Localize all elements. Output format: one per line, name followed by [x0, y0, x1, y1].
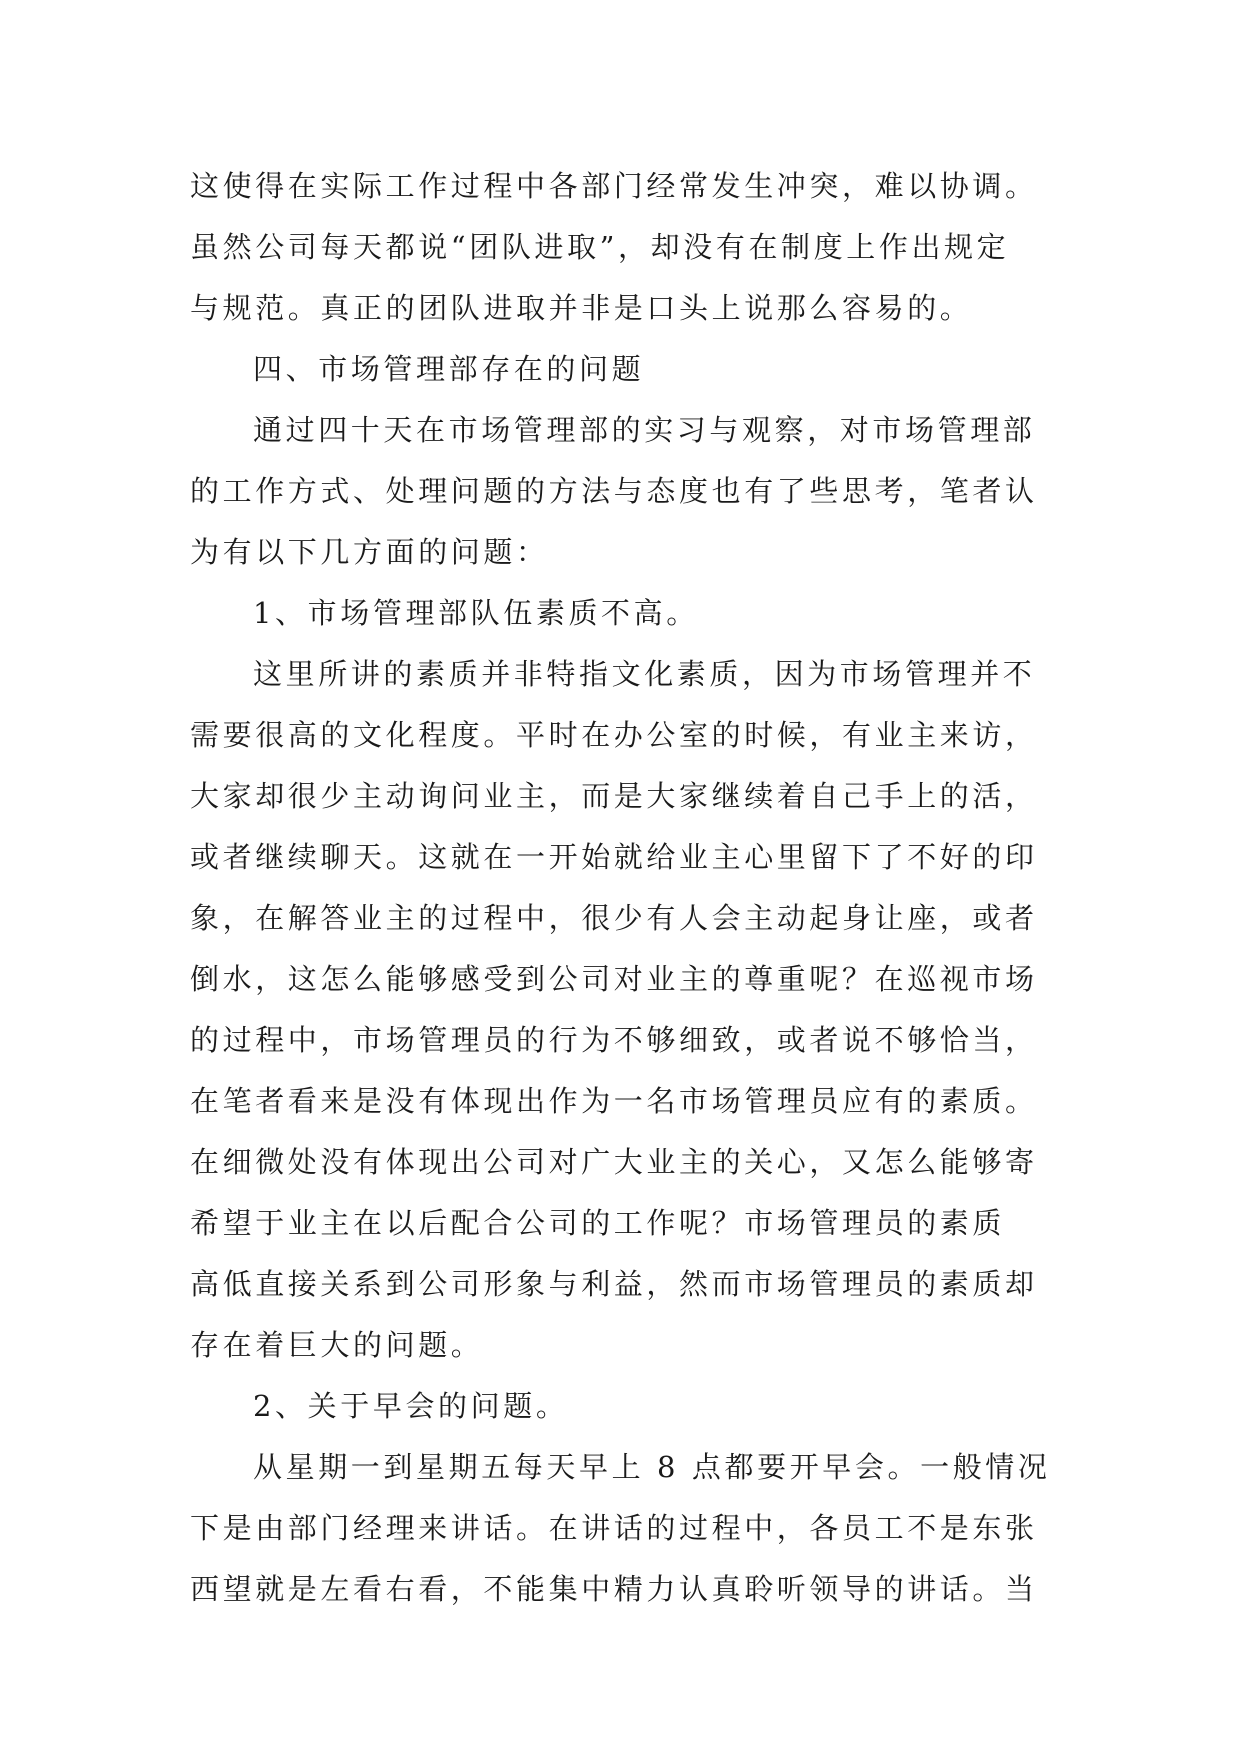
text-line: 的过程中，市场管理员的行为不够细致，或者说不够恰当，: [190, 1023, 1038, 1057]
text-line: 这使得在实际工作过程中各部门经常发生冲突，难以协调。: [190, 169, 1038, 203]
subsection-heading: 1、市场管理部队伍素质不高。: [253, 596, 699, 630]
text-line: 下是由部门经理来讲话。在讲话的过程中，各员工不是东张: [190, 1511, 1038, 1545]
section-heading: 四、市场管理部存在的问题: [253, 352, 645, 386]
text-line: 通过四十天在市场管理部的实习与观察，对市场管理部: [253, 413, 1036, 447]
text-line: 或者继续聊天。这就在一开始就给业主心里留下了不好的印: [190, 840, 1038, 874]
text-line: 的工作方式、处理问题的方法与态度也有了些思考，笔者认: [190, 474, 1038, 508]
text-line: 与规范。真正的团队进取并非是口头上说那么容易的。: [190, 291, 973, 325]
text-line: 希望于业主在以后配合公司的工作呢？市场管理员的素质: [190, 1206, 1006, 1240]
subsection-heading: 2、关于早会的问题。: [253, 1389, 569, 1423]
text-line: 大家却很少主动询问业主，而是大家继续着自己手上的活，: [190, 779, 1038, 813]
text-line: 为有以下几方面的问题：: [190, 535, 549, 569]
text-line: 这里所讲的素质并非特指文化素质，因为市场管理并不: [253, 657, 1036, 691]
text-line: 存在着巨大的问题。: [190, 1328, 484, 1362]
text-line: 高低直接关系到公司形象与利益，然而市场管理员的素质却: [190, 1267, 1038, 1301]
text-line: 虽然公司每天都说“团队进取”，却没有在制度上作出规定: [190, 230, 1010, 264]
document-body: [190, 156, 1070, 1620]
text-line: 象，在解答业主的过程中，很少有人会主动起身让座，或者: [190, 901, 1038, 935]
text-line: 在笔者看来是没有体现出作为一名市场管理员应有的素质。: [190, 1084, 1038, 1118]
text-line: 西望就是左看右看，不能集中精力认真聆听领导的讲话。当: [190, 1572, 1038, 1606]
text-line: 倒水，这怎么能够感受到公司对业主的尊重呢？在巡视市场: [190, 962, 1038, 996]
text-line: 从星期一到星期五每天早上 8 点都要开早会。一般情况: [253, 1450, 1051, 1484]
text-line: 需要很高的文化程度。平时在办公室的时候，有业主来访，: [190, 718, 1038, 752]
text-line: 在细微处没有体现出公司对广大业主的关心，又怎么能够寄: [190, 1145, 1038, 1179]
